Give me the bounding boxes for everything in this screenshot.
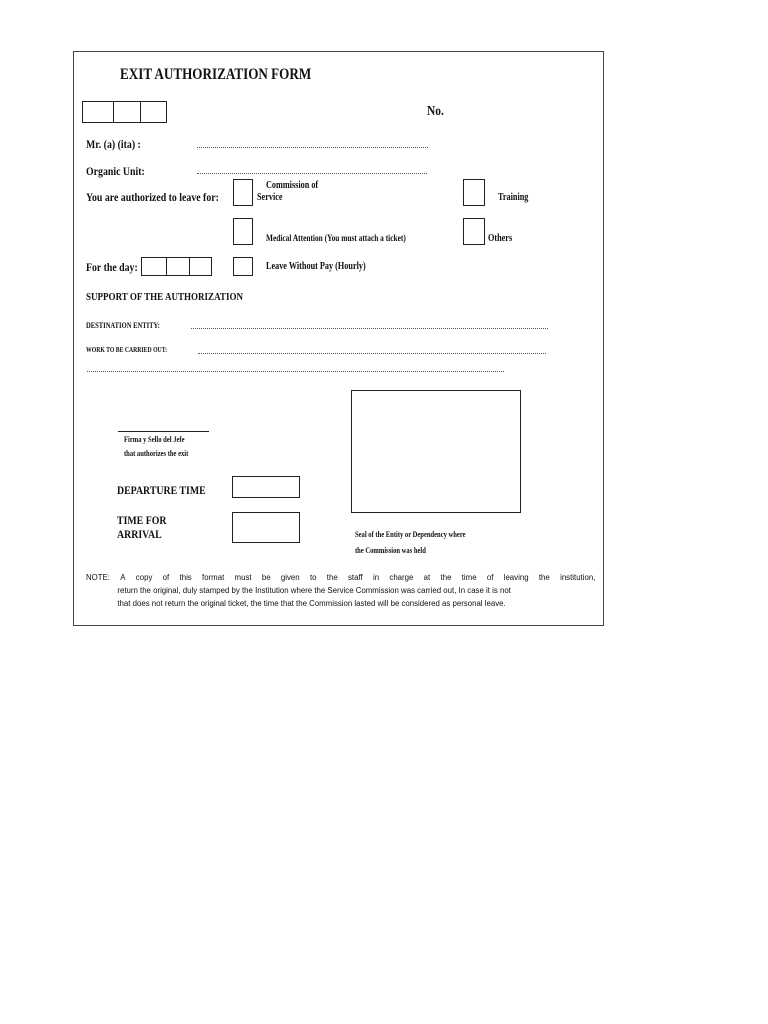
day-boxes[interactable] — [141, 257, 212, 276]
note-word: to — [309, 573, 317, 582]
work-label: WORK TO BE CARRIED OUT: — [86, 346, 168, 354]
note-word: in — [372, 573, 380, 582]
note-word: the — [326, 573, 338, 582]
training-checkbox[interactable] — [463, 179, 485, 206]
code-box[interactable] — [140, 101, 167, 123]
arrival-label-line1: TIME FOR — [117, 513, 167, 527]
medical-checkbox[interactable] — [233, 218, 253, 245]
authorized-label: You are authorized to leave for: — [86, 190, 219, 204]
form-code-boxes[interactable] — [82, 101, 167, 123]
work-field-continuation[interactable] — [87, 371, 504, 372]
note-line-3: that does not return the original ticket, the time that the Commission lasted will be considered as personal leave. — [117, 599, 506, 608]
note-word: charge — [389, 573, 414, 582]
others-checkbox[interactable] — [463, 218, 485, 245]
note-word: leaving — [503, 573, 529, 582]
day-box[interactable] — [166, 257, 190, 276]
arrival-time-field[interactable] — [232, 512, 300, 543]
note-word: staff — [347, 573, 363, 582]
note-word: the — [538, 573, 550, 582]
training-label: Training — [498, 192, 529, 203]
note-word: be — [261, 573, 271, 582]
code-box[interactable] — [113, 101, 141, 123]
leave-without-pay-checkbox[interactable] — [233, 257, 253, 276]
note-word: must — [234, 573, 252, 582]
note-word: institution, — [560, 573, 596, 582]
leave-without-pay-label: Leave Without Pay (Hourly) — [266, 261, 366, 272]
seal-caption-line2: the Commission was held — [355, 546, 426, 555]
note-word: copy — [135, 573, 153, 582]
signature-line — [118, 431, 209, 432]
medical-label: Medical Attention (You must attach a ticket) — [266, 233, 406, 243]
seal-box — [351, 390, 521, 513]
destination-label: DESTINATION ENTITY: — [86, 321, 160, 330]
organic-unit-label: Organic Unit: — [86, 164, 145, 178]
seal-caption-line1: Seal of the Entity or Dependency where — [355, 530, 466, 539]
note-prefix: NOTE: — [86, 573, 110, 582]
note-word: of — [162, 573, 170, 582]
note-word: at — [423, 573, 431, 582]
note-word: this — [179, 573, 192, 582]
others-label: Others — [488, 233, 513, 244]
note-word: of — [486, 573, 494, 582]
number-label: No. — [427, 104, 444, 119]
commission-checkbox[interactable] — [233, 179, 253, 206]
note-word: A — [120, 573, 126, 582]
name-label: Mr. (a) (ita) : — [86, 137, 141, 151]
work-field[interactable] — [198, 353, 546, 354]
signature-caption-line1: Firma y Sello del Jefe — [124, 435, 185, 444]
arrival-label-line2: ARRIVAL — [117, 527, 162, 541]
departure-label: DEPARTURE TIME — [117, 483, 206, 497]
note-word: format — [202, 573, 225, 582]
note-line-1 — [86, 571, 596, 584]
day-box[interactable] — [189, 257, 212, 276]
departure-time-field[interactable] — [232, 476, 300, 498]
code-box[interactable] — [82, 101, 114, 123]
form-title: EXIT AUTHORIZATION FORM — [120, 66, 312, 83]
name-field[interactable] — [197, 147, 428, 148]
note — [86, 571, 596, 610]
note-line-2: return the original, duly stamped by the Institution where the Service Commission was carried out, In case it is not — [117, 586, 511, 595]
signature-caption-line2: that authorizes the exit — [124, 449, 189, 458]
destination-field[interactable] — [191, 328, 548, 329]
note-word: time — [461, 573, 477, 582]
organic-unit-field[interactable] — [197, 173, 427, 174]
commission-label-line1: Commission of — [266, 180, 319, 191]
day-label: For the day: — [86, 260, 138, 274]
support-heading: SUPPORT OF THE AUTHORIZATION — [86, 291, 243, 303]
day-box[interactable] — [141, 257, 167, 276]
note-word: given — [280, 573, 300, 582]
note-word: the — [440, 573, 452, 582]
commission-label-line2: Service — [257, 192, 283, 203]
